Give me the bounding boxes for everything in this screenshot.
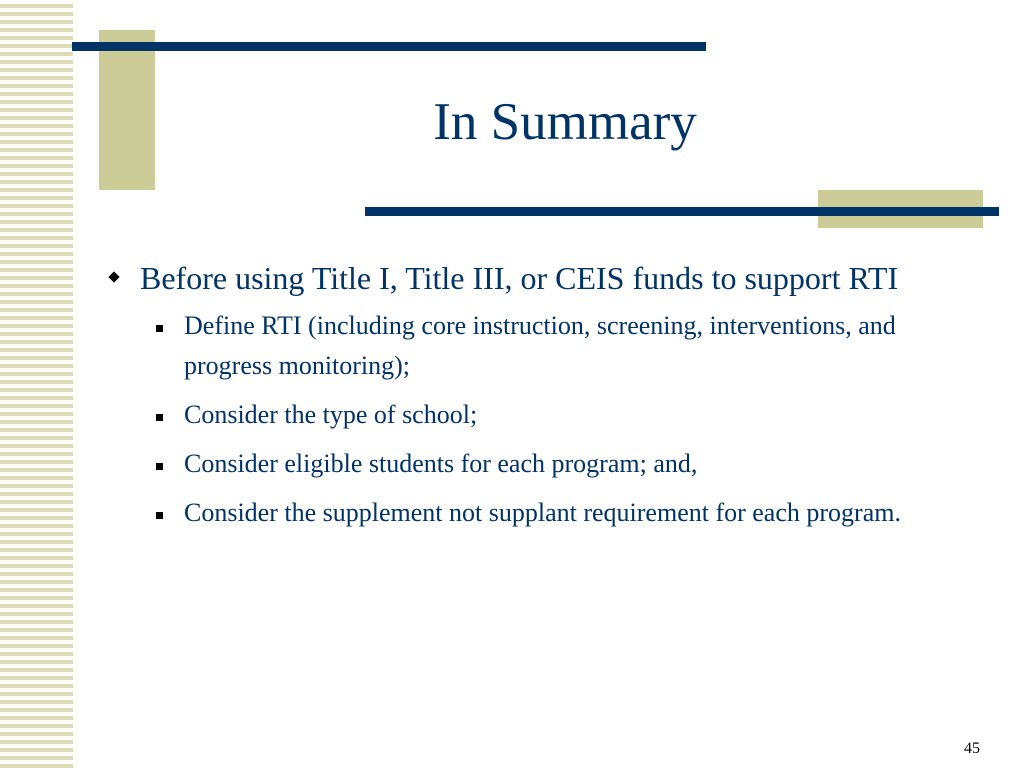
page-number: 45 [964, 740, 980, 757]
square-bullet-icon [156, 325, 163, 332]
slide-title: In Summary [433, 93, 697, 151]
sub-bullet-text: Consider eligible students for each program; and, [184, 449, 698, 478]
decorative-navy-line-top [72, 42, 706, 51]
sub-bullet-list [104, 306, 944, 533]
sub-bullet-text: Consider the type of school; [184, 400, 478, 429]
sub-bullet-item [184, 444, 944, 484]
diamond-bullet-icon [108, 271, 119, 282]
sub-bullet-text: Consider the supplement not supplant requirement for each program. [184, 498, 901, 527]
main-bullet-text: Before using Title I, Title III, or CEIS funds to support RTI [140, 260, 899, 296]
square-bullet-icon [156, 512, 163, 519]
decorative-stripes [0, 0, 73, 768]
sub-bullet-item [184, 395, 944, 435]
sub-bullet-text: Define RTI (including core instruction, screening, interventions, and progress monitoring); [184, 311, 896, 380]
sub-bullet-item [184, 306, 944, 386]
main-bullet [104, 256, 944, 300]
decorative-navy-line-bottom [365, 207, 999, 216]
square-bullet-icon [156, 414, 163, 421]
decorative-tan-block-top [99, 30, 155, 190]
square-bullet-icon [156, 463, 163, 470]
sub-bullet-item [184, 493, 944, 533]
slide-content [104, 256, 944, 542]
